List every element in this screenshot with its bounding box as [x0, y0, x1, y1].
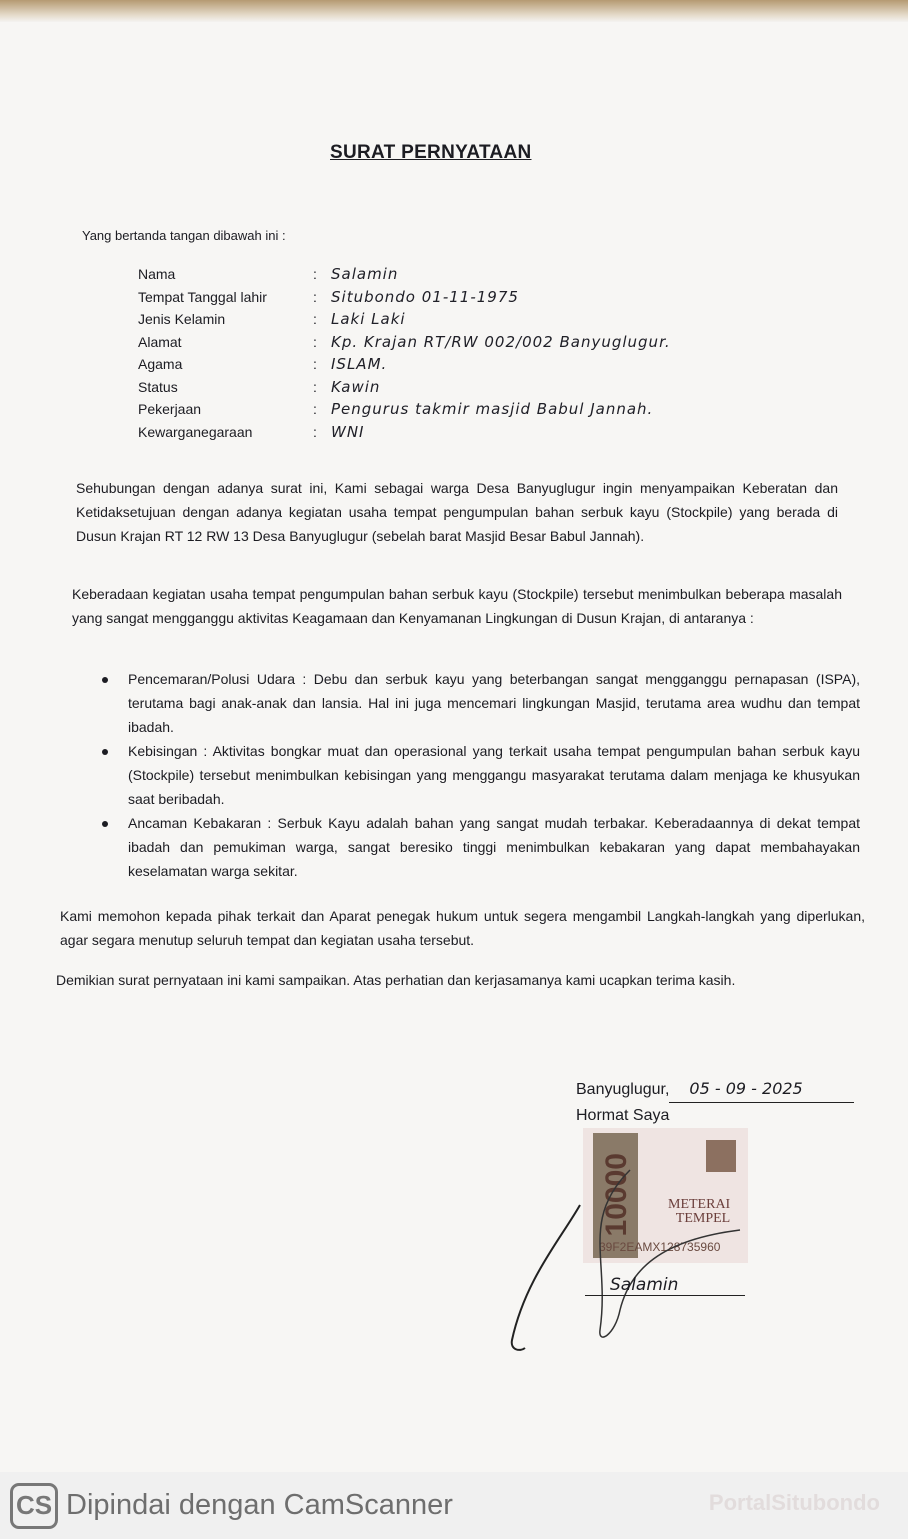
field-colon: :: [313, 356, 317, 373]
list-item: Pencemaran/Polusi Udara : Debu dan serbuk kayu yang beterbangan sangat mengganggu pernapasan (ISPA), terutama bagi anak-anak dan lansia. Hal ini juga mencemari lingkungan Masjid, terutama area wudhu dan tempat ibadah.: [100, 667, 860, 739]
field-label: Pekerjaan: [138, 401, 202, 418]
identity-fields: [138, 263, 671, 443]
field-value: Kawin: [331, 377, 381, 396]
field-colon: :: [313, 266, 317, 283]
field-colon: :: [313, 401, 317, 418]
field-value: Laki Laki: [331, 310, 406, 329]
field-row: [138, 421, 671, 444]
field-row: [138, 398, 671, 421]
paragraph-2: Keberadaan kegiatan usaha tempat pengumpulan bahan serbuk kayu (Stockpile) tersebut menimbulkan beberapa masalah yang sangat mengganggu aktivitas Keagamaan dan Kenyamanan Lingkungan di Dusun Krajan, di antaranya :: [72, 586, 842, 626]
field-label: Alamat: [138, 333, 182, 350]
field-value: Situbondo 01-11-1975: [331, 287, 519, 306]
field-label: Status: [138, 378, 178, 395]
signature-scrawl: [500, 1130, 760, 1360]
signature-block: [576, 1076, 854, 1129]
place: Banyuglugur,: [576, 1081, 670, 1098]
field-colon: :: [313, 288, 317, 305]
scanner-footer: [0, 1472, 908, 1539]
field-row: [138, 331, 671, 354]
field-value: ISLAM.: [331, 355, 388, 374]
field-label: Kewarganegaraan: [138, 423, 253, 440]
watermark: PortalSitubondo: [708, 1490, 880, 1515]
paragraph-4: Demikian surat pernyataan ini kami sampaikan. Atas perhatian dan kerjasamanya kami ucapkan terima kasih.: [56, 972, 736, 988]
field-value: Kp. Krajan RT/RW 002/002 Banyuglugur.: [331, 332, 671, 351]
field-colon: :: [313, 423, 317, 440]
field-colon: :: [313, 311, 317, 328]
field-label: Tempat Tanggal lahir: [138, 288, 267, 305]
stamp-code: 39F2EAMX128735960: [599, 1240, 721, 1254]
field-label: Jenis Kelamin: [138, 311, 226, 328]
stamp-label-2: TEMPEL: [675, 1211, 731, 1226]
field-colon: :: [313, 333, 317, 350]
field-row: [138, 263, 671, 286]
signer-name: Salamin: [585, 1275, 745, 1296]
list-item: Kebisingan : Aktivitas bongkar muat dan operasional yang terkait usaha tempat pengumpulan bahan serbuk kayu (Stockpile) tersebut menimbulkan kebisingan yang menggangu masyarakat terutama dalam menjaga ke khusyukan saat beribadah.: [100, 739, 860, 811]
field-value: WNI: [331, 422, 365, 441]
intro-text: Yang bertanda tangan dibawah ini :: [82, 228, 286, 243]
field-row: [138, 376, 671, 399]
camscanner-text: Dipindai dengan CamScanner: [66, 1489, 453, 1521]
closing: Hormat Saya: [576, 1107, 670, 1124]
scan-edge: [0, 0, 908, 22]
date: 05 - 09 - 2025: [669, 1076, 854, 1103]
issue-list: [100, 667, 860, 883]
field-row: [138, 308, 671, 331]
paragraph-3: Kami memohon kepada pihak terkait dan Aparat penegak hukum untuk segera mengambil Langkah-langkah yang diperlukan, agar segara menutup seluruh tempat dan kegiatan usaha tersebut.: [60, 908, 865, 948]
field-colon: :: [313, 378, 317, 395]
stamp-value: 10000: [600, 1153, 633, 1237]
field-label: Nama: [138, 266, 176, 283]
list-item: Ancaman Kebakaran : Serbuk Kayu adalah bahan yang sangat mudah terbakar. Keberadaannya di dekat tempat ibadah dan pemukiman warga, sangat beresiko tinggi menimbulkan kebakaran yang dapat membahayakan keselamatan warga sekitar.: [100, 811, 860, 883]
field-value: Pengurus takmir masjid Babul Jannah.: [331, 400, 654, 419]
field-value: Salamin: [331, 265, 399, 284]
document-title: SURAT PERNYATAAN: [330, 142, 532, 163]
paragraph-1: Sehubungan dengan adanya surat ini, Kami sebagai warga Desa Banyuglugur ingin menyampaikan Keberatan dan Ketidaksetujuan dengan adanya kegiatan usaha tempat pengumpulan bahan serbuk kayu (Stockpile) yang berada di Dusun Krajan RT 12 RW 13 Desa Banyuglugur (sebelah barat Masjid Besar Babul Jannah).: [76, 480, 838, 544]
field-label: Agama: [138, 356, 183, 373]
camscanner-logo-icon: CS: [10, 1483, 58, 1529]
stamp-label-1: METERAI: [668, 1197, 731, 1212]
field-row: [138, 353, 671, 376]
field-row: [138, 286, 671, 309]
